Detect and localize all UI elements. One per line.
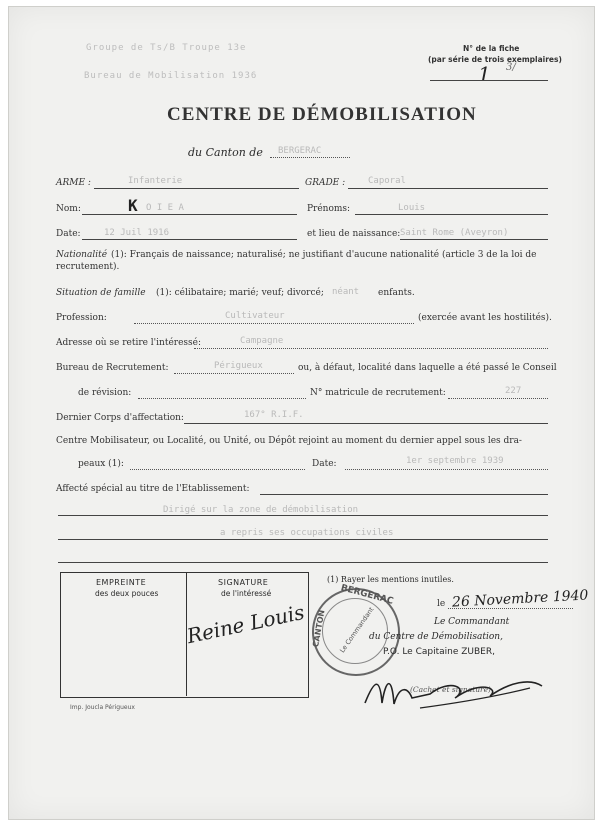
bureau-value: Périgueux (214, 361, 263, 371)
signature-title: SIGNATURE (218, 578, 269, 587)
nationalite-label: Nationalité (56, 250, 108, 260)
document-title: CENTRE DE DÉMOBILISATION (167, 104, 477, 125)
header-faded-line-2: Bureau de Mobilisation 1936 (84, 71, 258, 81)
matricule-label: N° matricule de recrutement: (310, 388, 446, 398)
corps-line (184, 423, 548, 424)
nom-faded: O I E A (146, 203, 184, 213)
arme-line (94, 188, 299, 189)
adresse-label: Adresse où se retire l'intéressé: (56, 338, 202, 348)
nationalite-text-2: recrutement). (56, 262, 120, 272)
affecte-label: Affecté spécial au titre de l'Etablissement: (56, 484, 250, 494)
commandant-line-1: Le Commandant (434, 617, 510, 627)
canton-label: du Canton de (188, 146, 263, 159)
nom-value: K (128, 196, 138, 215)
date2-label: Date: (312, 459, 337, 469)
lieu-line (400, 239, 548, 240)
situation-label: Situation de famille (56, 288, 146, 298)
profession-dotted-line (134, 323, 414, 324)
date-label: Date: (56, 229, 81, 239)
stamp-top-text: BERGERAC (339, 583, 395, 607)
date-sign-line (448, 608, 573, 609)
stamp-center-text: Le Commandant (338, 605, 376, 655)
adresse-dotted-line (194, 348, 548, 349)
canton-value: BERGERAC (278, 146, 322, 156)
date2-dotted-line (345, 469, 548, 470)
faded-line-a: Dirigé sur la zone de démobilisation (163, 505, 359, 515)
affecte-line (260, 494, 548, 495)
situation-text: (1): célibataire; marié; veuf; divorcé; (156, 288, 324, 298)
fiche-underline (430, 80, 548, 81)
centre-text: Centre Mobilisateur, ou Localité, ou Unité, ou Dépôt rejoint au moment du dernier appel sous les dra- (56, 436, 522, 446)
commandant-signature (360, 648, 550, 718)
header-faded-line-1: Groupe de Ts/B Troupe 13e (86, 43, 247, 53)
fiche-number: 1 (478, 62, 491, 86)
arme-label: ARME : (56, 178, 91, 188)
corps-label: Dernier Corps d'affectation: (56, 413, 184, 423)
empreinte-title: EMPREINTE (96, 578, 147, 587)
faded-line-b: a repris ses occupations civiles (220, 528, 394, 538)
fiche-label: N° de la fiche (463, 44, 520, 53)
cachet-label: (Cachet et signature) (410, 685, 491, 694)
printer-imprint: Imp. Joucla Périgueux (70, 704, 135, 711)
situation-faded: néant (332, 287, 360, 297)
date2-value: 1er septembre 1939 (406, 456, 504, 466)
signature-sub: de l'intéressé (221, 589, 272, 598)
le-label: le (437, 599, 446, 609)
profession-label: Profession: (56, 313, 107, 323)
date-line (82, 239, 297, 240)
grade-label: GRADE : (305, 178, 346, 188)
situation-end: enfants. (378, 288, 415, 298)
date-handwritten: 26 Novembre 1940 (451, 587, 589, 611)
rayer-note: (1) Rayer les mentions inutiles. (327, 575, 454, 584)
nom-label: Nom: (56, 204, 81, 214)
stamp-left-text: CANTON (311, 609, 327, 648)
bureau-text: ou, à défaut, localité dans laquelle a été passé le Conseil (298, 363, 557, 373)
lieu-value: Saint Rome (Aveyron) (400, 228, 509, 238)
commandant-line-3: P.O. Le Capitaine ZUBER, (383, 647, 495, 657)
blank-line-2 (58, 539, 548, 540)
fiche-sub: (par série de trois exemplaires) (428, 55, 562, 64)
matricule-value: 227 (505, 386, 522, 396)
date-value: 12 Juil 1916 (104, 228, 170, 238)
prenoms-line (355, 214, 548, 215)
blank-line-3 (58, 562, 548, 563)
bureau-label: Bureau de Recrutement: (56, 363, 169, 373)
nom-line (82, 214, 297, 215)
fiche-extra: 3/ (506, 62, 516, 73)
adresse-value: Campagne (240, 336, 284, 346)
peaux-label: peaux (1): (78, 459, 124, 469)
empreinte-sub: des deux pouces (95, 589, 159, 598)
nationalite-text: (1): Français de naissance; naturalisé; ne justifiant d'aucune nationalité (article 3 de la loi de (111, 250, 537, 260)
revision-label: de révision: (78, 388, 132, 398)
prenoms-label: Prénoms: (307, 204, 351, 214)
profession-value: Cultivateur (225, 311, 285, 321)
blank-line-1 (58, 515, 548, 516)
commandant-line-2: du Centre de Démobilisation, (369, 632, 503, 642)
peaux-dotted-line (130, 469, 305, 470)
corps-value: 167° R.I.F. (244, 410, 304, 420)
prenoms-value: Louis (398, 203, 426, 213)
signature-handwritten: Reine Louis (184, 599, 307, 649)
matricule-dotted-line (448, 398, 548, 399)
arme-value: Infanterie (128, 176, 183, 186)
revision-dotted-line (138, 398, 306, 399)
grade-line (348, 188, 548, 189)
profession-end: (exercée avant les hostilités). (418, 313, 552, 323)
lieu-label: et lieu de naissance: (307, 229, 401, 239)
grade-value: Caporal (368, 176, 406, 186)
canton-dotted-line (270, 157, 350, 158)
bureau-dotted-line (174, 373, 294, 374)
